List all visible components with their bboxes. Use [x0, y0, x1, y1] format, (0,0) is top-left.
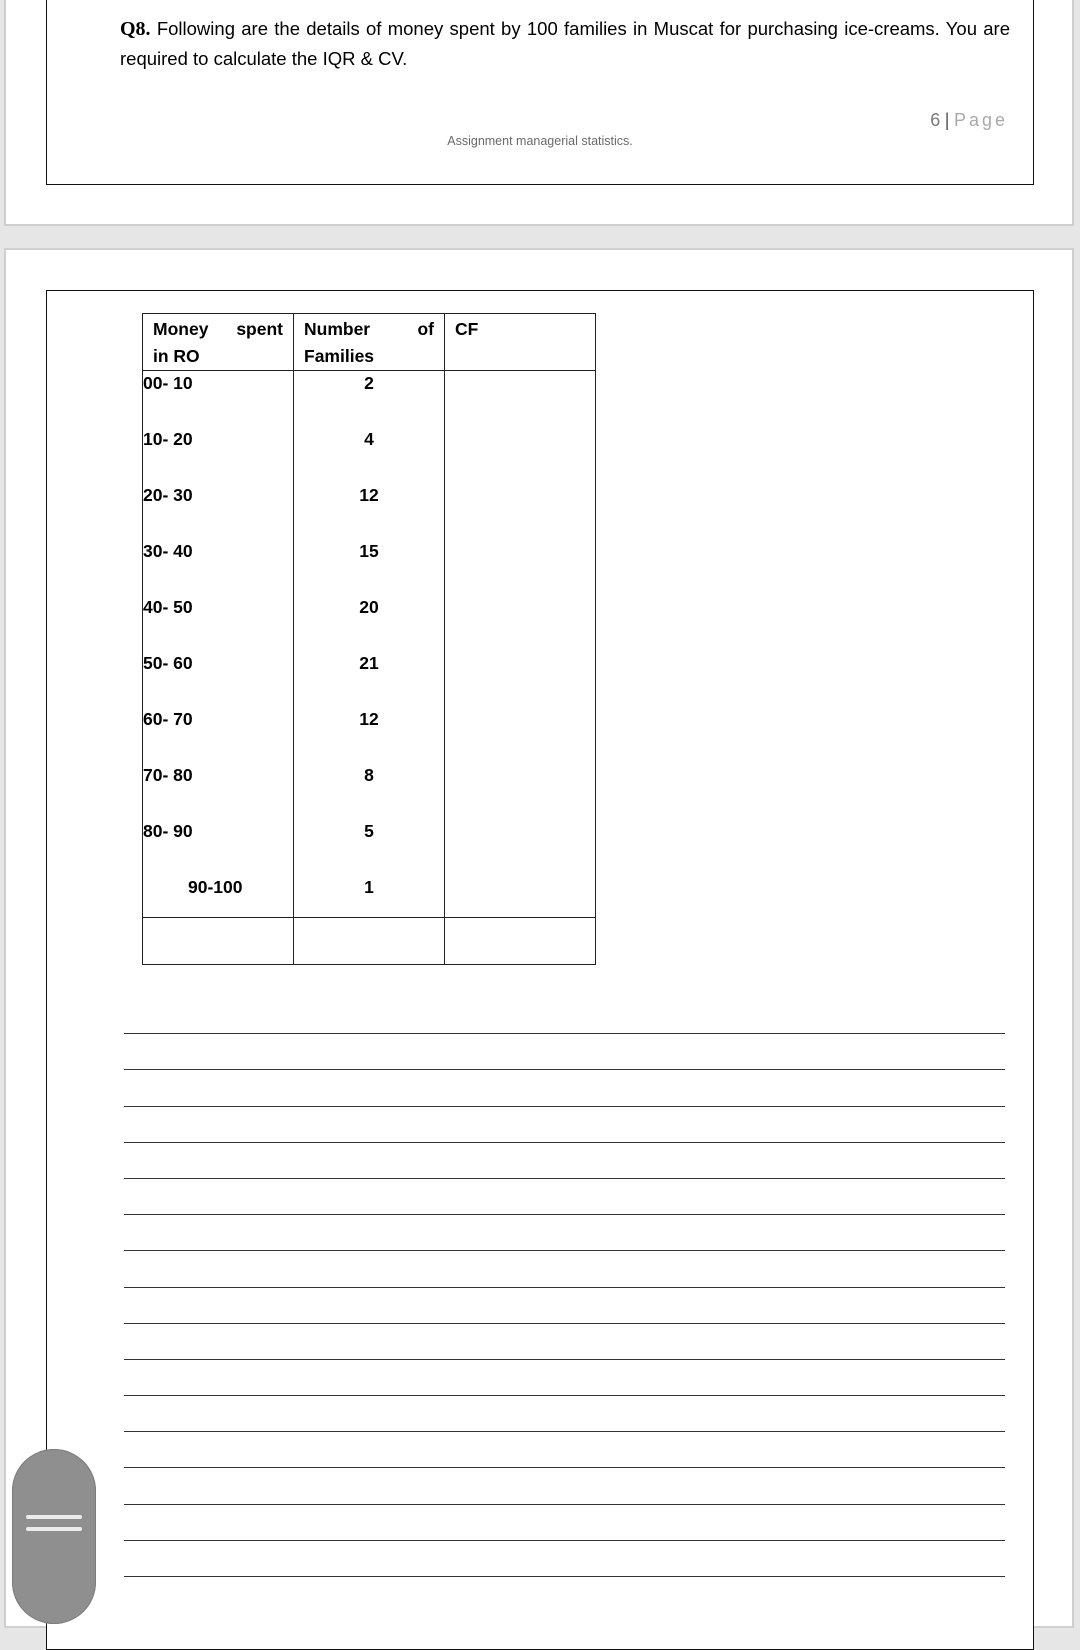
- frequency-table: [142, 313, 596, 965]
- cf-cell: [445, 819, 596, 875]
- families-cell: 20: [294, 595, 445, 651]
- table-row: [143, 707, 596, 763]
- answer-line: [124, 1215, 1005, 1251]
- table-row: [143, 539, 596, 595]
- answer-line: [124, 1143, 1005, 1179]
- answer-line: [124, 1360, 1005, 1396]
- families-cell: 1: [294, 875, 445, 918]
- cf-cell: [445, 651, 596, 707]
- cf-cell: [445, 763, 596, 819]
- families-cell: 12: [294, 483, 445, 539]
- page-number-separator: |: [944, 110, 950, 130]
- table-header-row: [143, 314, 596, 371]
- range-cell: 90-100: [143, 875, 294, 918]
- table-row: [143, 427, 596, 483]
- range-cell: 10- 20: [143, 427, 294, 483]
- answer-line: [124, 1468, 1005, 1504]
- scroll-handle[interactable]: [12, 1449, 96, 1624]
- table-row: [143, 651, 596, 707]
- answer-line: [124, 1251, 1005, 1287]
- answer-line: [124, 1432, 1005, 1468]
- table-row: [143, 371, 596, 428]
- families-cell: 12: [294, 707, 445, 763]
- cf-cell: [445, 539, 596, 595]
- range-cell: 50- 60: [143, 651, 294, 707]
- range-cell: 70- 80: [143, 763, 294, 819]
- table-row: [143, 819, 596, 875]
- answer-line: [124, 1070, 1005, 1106]
- total-range-cell: [143, 918, 294, 965]
- header-in-ro: in RO: [153, 346, 200, 366]
- header-cf-label: CF: [455, 319, 479, 339]
- header-number-of-families: [294, 314, 445, 371]
- grip-line-icon: [26, 1515, 82, 1519]
- grip-line-icon: [26, 1527, 82, 1531]
- cf-cell: [445, 427, 596, 483]
- page-number: [930, 110, 1008, 131]
- header-cf: [445, 314, 596, 371]
- table-row: [143, 595, 596, 651]
- header-families: Families: [304, 346, 375, 366]
- total-families-cell: [294, 918, 445, 965]
- answer-line: [124, 998, 1005, 1034]
- families-cell: 21: [294, 651, 445, 707]
- answer-line: [124, 1179, 1005, 1215]
- families-cell: 2: [294, 371, 445, 428]
- families-cell: 4: [294, 427, 445, 483]
- answer-line: [124, 1324, 1005, 1360]
- range-cell: 00- 10: [143, 371, 294, 428]
- table-row: [143, 875, 596, 918]
- cf-cell: [445, 875, 596, 918]
- header-money-word: Money: [153, 319, 209, 339]
- cf-cell: [445, 371, 596, 428]
- table-total-row: [143, 918, 596, 965]
- page-number-value: 6: [930, 110, 941, 130]
- range-cell: 30- 40: [143, 539, 294, 595]
- answer-line: [124, 1288, 1005, 1324]
- answer-line: [124, 1541, 1005, 1577]
- header-of-word: of: [417, 319, 434, 339]
- range-cell: 60- 70: [143, 707, 294, 763]
- header-money-spent: [143, 314, 294, 371]
- table-row: [143, 483, 596, 539]
- range-cell: 40- 50: [143, 595, 294, 651]
- answer-line: [124, 1505, 1005, 1541]
- answer-line: [124, 1396, 1005, 1432]
- families-cell: 15: [294, 539, 445, 595]
- range-cell: 20- 30: [143, 483, 294, 539]
- question-q8: [120, 14, 1010, 73]
- cf-cell: [445, 483, 596, 539]
- answer-line: [124, 1107, 1005, 1143]
- families-cell: 5: [294, 819, 445, 875]
- footer-title: Assignment managerial statistics.: [447, 134, 633, 148]
- answer-lines: [124, 998, 1005, 1577]
- question-text: Following are the details of money spent by 100 families in Muscat for purchasing ice-creams. You are required to calculate the IQR & CV.: [120, 18, 1010, 69]
- page-word: Page: [953, 110, 1008, 130]
- cf-cell: [445, 595, 596, 651]
- total-cf-cell: [445, 918, 596, 965]
- answer-line: [124, 1034, 1005, 1070]
- families-cell: 8: [294, 763, 445, 819]
- header-number-word: Number: [304, 319, 371, 339]
- cf-cell: [445, 707, 596, 763]
- question-number: Q8.: [120, 18, 151, 40]
- header-spent-word: spent: [236, 319, 283, 339]
- table-row: [143, 763, 596, 819]
- range-cell: 80- 90: [143, 819, 294, 875]
